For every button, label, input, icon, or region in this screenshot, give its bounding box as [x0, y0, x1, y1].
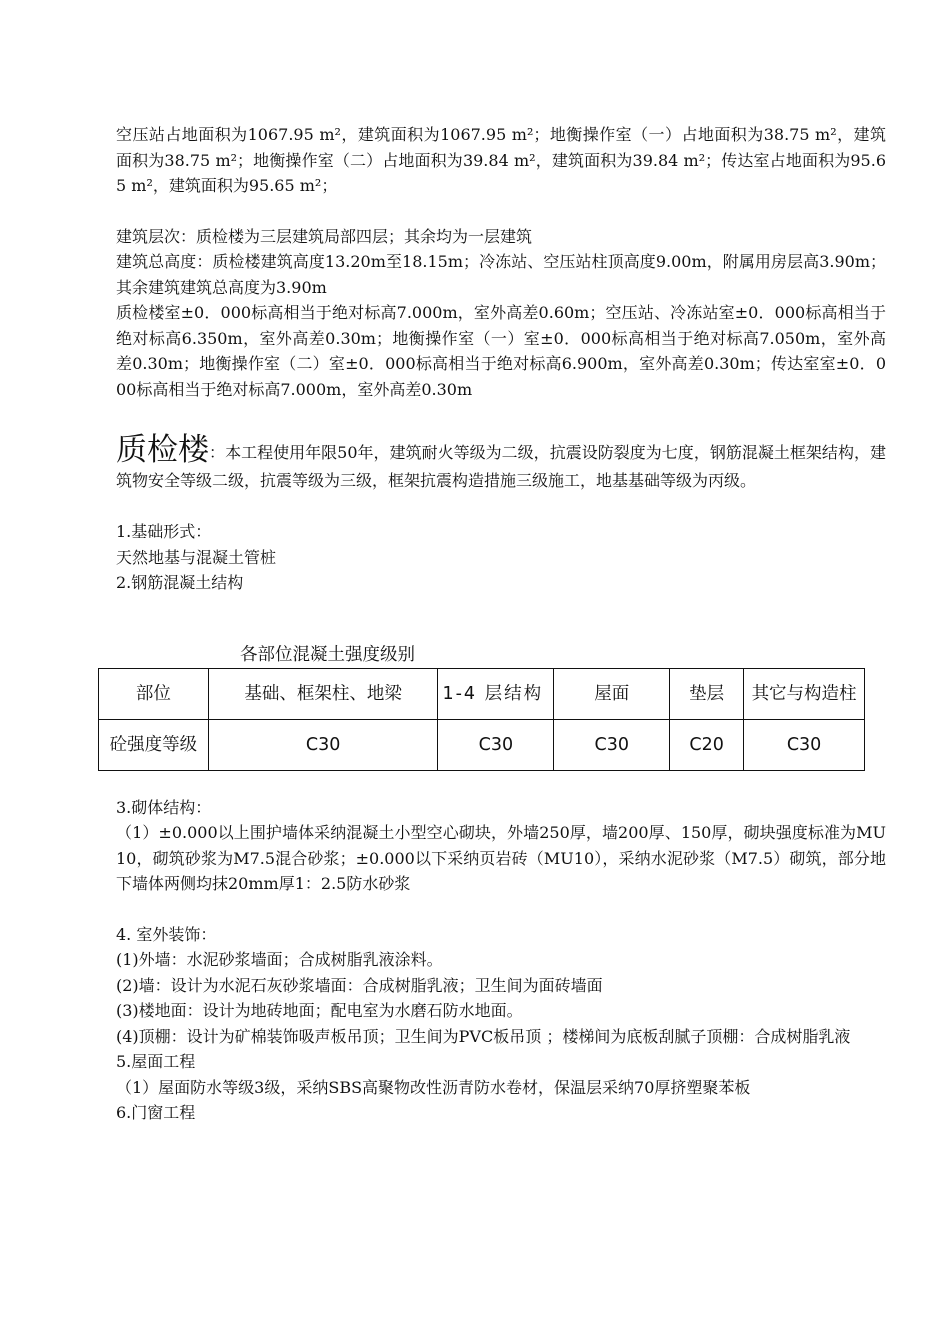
table-header-cell: 屋面: [554, 668, 670, 719]
floors-paragraph: 建筑层次：质检楼为三层建筑局部四层；其余均为一层建筑: [116, 226, 533, 246]
doors-title: 6.门窗工程: [116, 1103, 196, 1122]
foundation-title: 1.基础形式：: [116, 522, 212, 541]
exterior-item: (2)墙：设计为水泥石灰砂浆墙面：合成树脂乳液；卫生间为面砖墙面: [116, 975, 603, 995]
table-row: [99, 719, 865, 770]
elevation-paragraph: 质检楼室±0．000标高相当于绝对标高7.000m，室外高差0.60m；空压站、冷冻站室±0．000标高相当于绝对标高6.350m，室外高差0.30m；地衡操作室（一）室±0．000标高相当于绝对标高7.050m，室外高差0.30m；地衡操作室（二）室±0．000标高相当于绝对标高6.900m，室外高差0.30m；传达室室±0．000标高相当于绝对标高7.000m，室外高差0.30m: [116, 303, 886, 399]
rc-structure-title: 2.钢筋混凝土结构: [116, 573, 244, 592]
table-caption: 各部位混凝土强度级别: [240, 644, 415, 665]
document-page: [109, 122, 886, 1126]
section-intro: [116, 432, 886, 494]
exterior-item: (4)顶棚：设计为矿棉装饰吸声板吊顶；卫生间为PVC板吊顶 ；楼梯间为底板刮腻子顶棚：合成树脂乳液: [116, 1026, 851, 1046]
table-cell: C30: [744, 719, 865, 770]
height-paragraph: 建筑总高度：质检楼建筑高度13.20m至18.15m；冷冻站、空压站柱顶高度9.00m，附属用房层高3.90m；其余建筑建筑总高度为3.90m: [116, 252, 886, 297]
roof-body: （1）屋面防水等级3级，采纳SBS高聚物改性沥青防水卷材，保温层采纳70厚挤塑聚苯板: [116, 1077, 751, 1097]
area-paragraph: 空压站占地面积为1067.95 m²，建筑面积为1067.95 m²；地衡操作室（一）占地面积为38.75 m²，建筑面积为38.75 m²；地衡操作室（二）占地面积为39.84 m²，建筑面积为39.84 m²；传达室占地面积为95.65 m²，建筑面积为95.65 m²；: [116, 125, 886, 195]
concrete-strength-table: [98, 668, 865, 771]
foundation-body: 天然地基与混凝土管桩: [116, 547, 277, 567]
table-cell: C30: [554, 719, 670, 770]
table-header-row: [99, 668, 865, 719]
section-intro-text: 本工程使用年限50年，建筑耐火等级为二级，抗震设防裂度为七度，钢筋混凝土框架结构，建筑物安全等级二级，抗震等级为三级，框架抗震构造措施三级施工，地基基础等级为丙级。: [116, 443, 886, 490]
table-header-cell: 其它与构造柱: [744, 668, 865, 719]
exterior-item: (1)外墙：水泥砂浆墙面；合成树脂乳液涂料。: [116, 950, 443, 969]
section-title: 质检楼: [116, 432, 210, 468]
table-header-cell: 基础、框架柱、地梁: [208, 668, 438, 719]
table-cell: C20: [670, 719, 744, 770]
exterior-item: (3)楼地面：设计为地砖地面；配电室为水磨石防水地面。: [116, 1001, 523, 1020]
roof-title: 5.屋面工程: [116, 1052, 196, 1071]
table-row-label: 砼强度等级: [99, 719, 209, 770]
table-header-cell: 垫层: [670, 668, 744, 719]
masonry-title: 3.砌体结构：: [116, 797, 212, 817]
table-header-cell: 1-4 层结构: [438, 668, 554, 719]
exterior-title: 4. 室外装饰：: [116, 924, 217, 944]
table-cell: C30: [438, 719, 554, 770]
table-header-cell: 部位: [99, 668, 209, 719]
table-cell: C30: [208, 719, 438, 770]
section-title-colon: ：: [209, 443, 226, 462]
masonry-body: （1）±0.000以上围护墙体采纳混凝土小型空心砌块，外墙250厚，墙200厚、150厚，砌块强度标准为MU10，砌筑砂浆为M7.5混合砂浆；±0.000以下采纳页岩砖（MU10），采纳水泥砂浆（M7.5）砌筑，部分地下墙体两侧均抹20mm厚1：2.5防水砂浆: [116, 823, 886, 893]
